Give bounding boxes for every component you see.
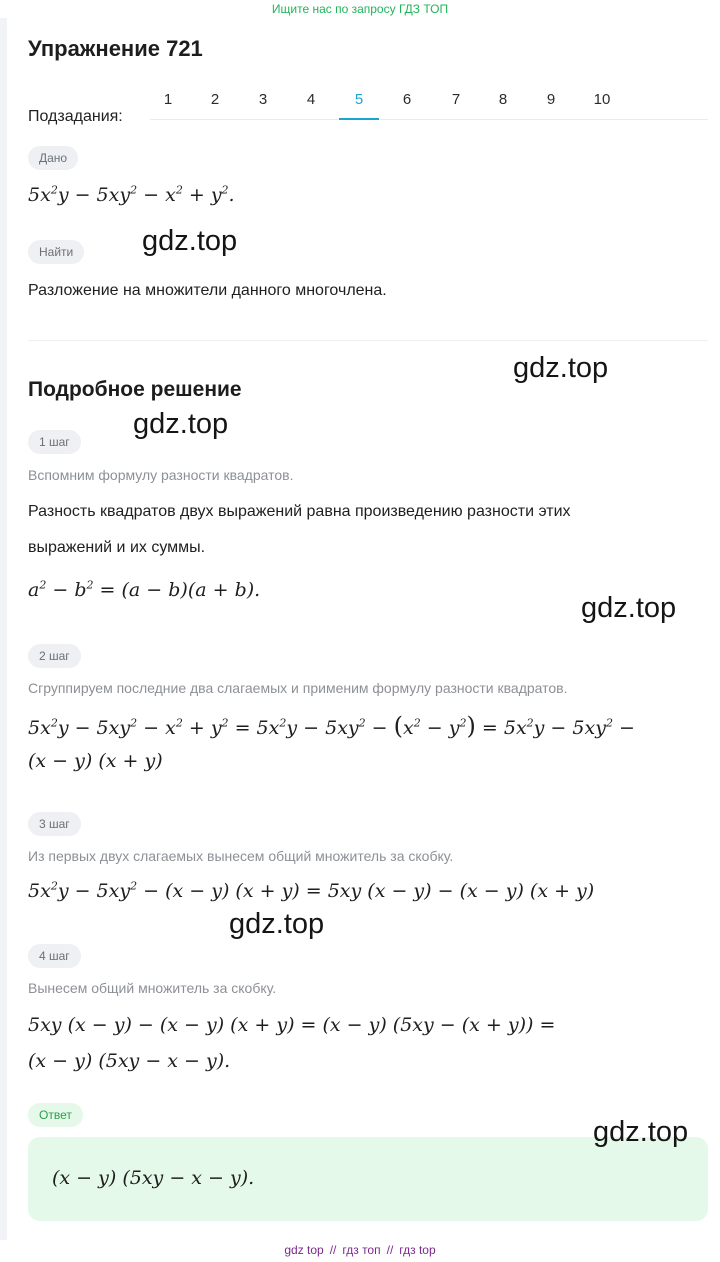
subtask-tab-8[interactable]: 8 — [498, 91, 508, 108]
subtask-tab-5[interactable]: 5 — [339, 90, 379, 120]
step4-hint: Вынесем общий множитель за скобку. — [28, 980, 277, 996]
page-title: Упражнение 721 — [28, 36, 203, 61]
step1-formula: $a^2 - b^2 = (a - b)(a + b)$. — [28, 578, 261, 601]
step2-pill: 2 шаг — [28, 644, 81, 668]
step4-pill: 4 шаг — [28, 944, 81, 968]
solution-title: Подробное решение — [28, 378, 242, 401]
left-rail — [0, 18, 7, 1240]
subtasks-label: Подзадания: — [28, 108, 123, 125]
watermark: gdz.top — [593, 1116, 689, 1148]
step4-formula-line2: (x − y) (5xy − x − y). — [28, 1050, 231, 1072]
subtask-tab-6[interactable]: 6 — [402, 91, 412, 108]
step1-hint: Вспомним формулу разности квадратов. — [28, 467, 294, 483]
find-text: Разложение на множители данного многочлена. — [28, 282, 387, 299]
footer-links — [0, 1243, 720, 1257]
subtasks-divider — [150, 119, 708, 120]
top-banner[interactable]: Ищите нас по запросу ГДЗ ТОП — [271, 2, 449, 16]
footer-link[interactable]: гдз top — [399, 1243, 436, 1257]
watermark: gdz.top — [513, 352, 609, 384]
footer-separator: // — [386, 1243, 394, 1257]
answer-formula: (x − y) (5xy − x − y). — [52, 1167, 255, 1189]
footer-link[interactable]: gdz top — [284, 1243, 324, 1257]
step1-text-line1: Разность квадратов двух выражений равна произведению разности этих — [28, 503, 571, 520]
step1-pill: 1 шаг — [28, 430, 81, 454]
subtask-tab-1[interactable]: 1 — [163, 91, 173, 108]
find-pill: Найти — [28, 240, 84, 264]
section-divider — [28, 340, 708, 341]
watermark: gdz.top — [229, 908, 325, 940]
given-pill: Дано — [28, 146, 78, 170]
subtask-tab-10[interactable]: 10 — [593, 91, 611, 108]
watermark: gdz.top — [142, 225, 238, 257]
subtask-tab-9[interactable]: 9 — [546, 91, 556, 108]
given-expression: $5x^2y - 5xy^2 - x^2 + y^2$. — [28, 183, 235, 206]
step1-text-line2: выражений и их суммы. — [28, 539, 206, 556]
footer-separator: // — [329, 1243, 337, 1257]
answer-pill: Ответ — [28, 1103, 83, 1127]
subtask-tab-2[interactable]: 2 — [210, 91, 220, 108]
step2-formula-line1: $5x^2y - 5xy^2 - x^2 + y^2 = 5x^2y - 5xy^2 - (x^2 - y^2) = 5x^2y - 5xy^2$ − — [28, 712, 635, 740]
step2-formula-line2: (x − y) (x + y) — [28, 750, 163, 772]
subtask-tab-3[interactable]: 3 — [258, 91, 268, 108]
watermark: gdz.top — [581, 592, 677, 624]
step3-formula: $5x^2y - 5xy^2 - (x - y) (x + y) = 5xy$ (x − y) − (x − y) (x + y) — [28, 879, 595, 902]
subtask-tab-7[interactable]: 7 — [451, 91, 461, 108]
answer-box — [28, 1137, 708, 1221]
step3-pill: 3 шаг — [28, 812, 81, 836]
footer-link[interactable]: гдз топ — [342, 1243, 381, 1257]
step4-formula-line1: 5xy (x − y) − (x − y) (x + y) = (x − y) (5xy − (x + y)) = — [28, 1014, 556, 1036]
subtask-tab-4[interactable]: 4 — [306, 91, 316, 108]
step3-hint: Из первых двух слагаемых вынесем общий множитель за скобку. — [28, 848, 454, 864]
step2-hint: Сгруппируем последние два слагаемых и применим формулу разности квадратов. — [28, 680, 568, 696]
watermark: gdz.top — [133, 408, 229, 440]
